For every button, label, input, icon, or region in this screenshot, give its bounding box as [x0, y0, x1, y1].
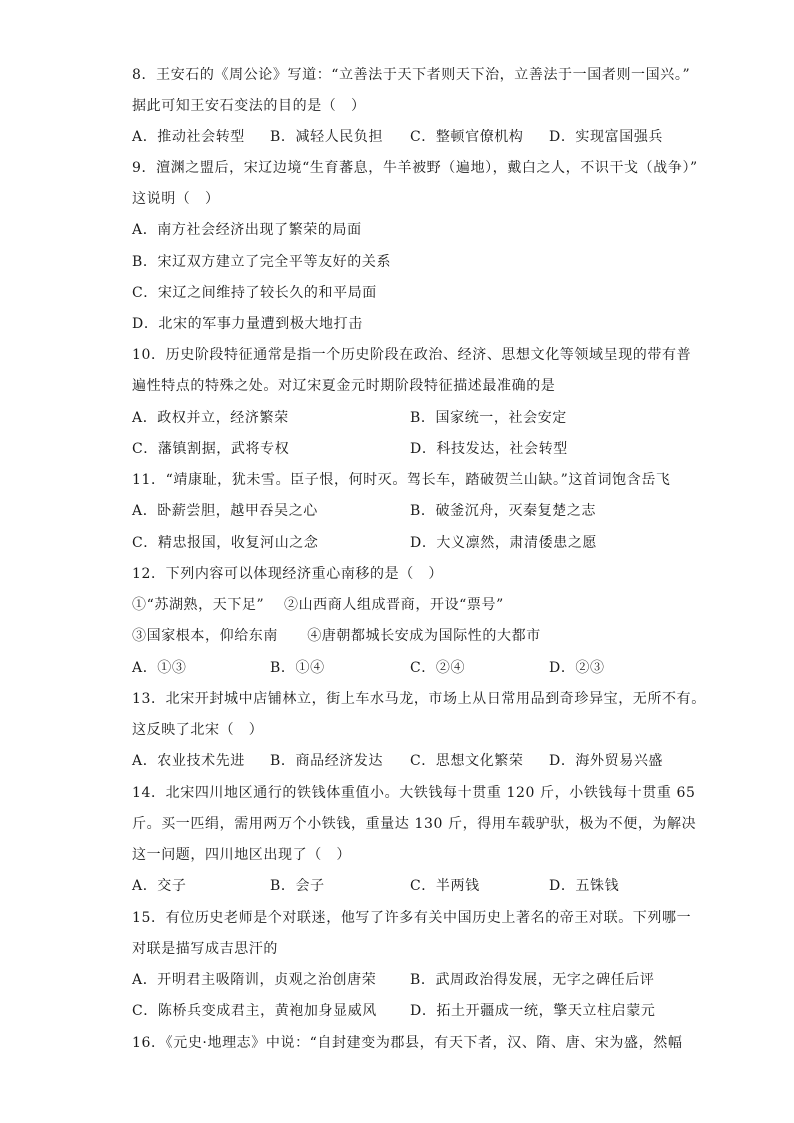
- q9-option-c: C．宋辽之间维持了较长久的和平局面: [132, 285, 377, 301]
- q8-option-c: C．整顿官僚机构: [410, 129, 524, 145]
- q8-stem-line2: 据此可知王安石变法的目的是（ ）: [132, 98, 366, 114]
- q8-option-b: B．减轻人民负担: [270, 129, 384, 145]
- q10-option-a: A．政权并立，经济繁荣: [132, 410, 289, 426]
- q15-stem-line2: 对联是描写成吉思汗的: [132, 941, 278, 957]
- q13-option-d: D．海外贸易兴盛: [549, 753, 664, 769]
- q12-item-line1: ①“苏湖熟，天下足” ②山西商人组成晋商，开设“票号”: [132, 597, 504, 613]
- q11-option-c: C．精忠报国，收复河山之念: [132, 535, 319, 551]
- q8-option-d: D．实现富国强兵: [549, 129, 664, 145]
- q14-option-d: D．五铢钱: [549, 878, 620, 894]
- q8-option-a: A．推动社会转型: [132, 129, 245, 145]
- q9-option-a: A．南方社会经济出现了繁荣的局面: [132, 222, 362, 238]
- q12-option-d: D．②③: [549, 660, 605, 676]
- q13-option-b: B．商品经济发达: [270, 753, 384, 769]
- q10-option-b: B．国家统一，社会安定: [410, 410, 567, 426]
- q15-stem-line1: 15．有位历史老师是个对联迷，他写了许多有关中国历史上著名的帝王对联。下列哪一: [132, 910, 692, 926]
- q8-stem-line1: 8．王安石的《周公论》写道：“立善法于天下者则天下治，立善法于一国者则一国兴。”: [132, 67, 691, 83]
- q13-stem-line1: 13．北宋开封城中店铺林立，街上车水马龙，市场上从日常用品到奇珍异宝，无所不有。: [132, 691, 706, 707]
- q12-option-c: C．②④: [410, 660, 466, 676]
- q12-stem-line1: 12．下列内容可以体现经济重心南移的是（ ）: [132, 566, 444, 582]
- q14-option-b: B．会子: [270, 878, 325, 894]
- q11-option-d: D．大义凛然，肃清倭患之愿: [410, 535, 598, 551]
- q9-option-d: D．北宋的军事力量遭到极大地打击: [132, 316, 363, 332]
- q14-option-a: A．交子: [132, 878, 187, 894]
- q15-option-b: B．武周政治得发展，无字之碑任后评: [410, 972, 655, 988]
- q15-option-d: D．拓土开疆成一统，擎天立柱启蒙元: [410, 1003, 656, 1019]
- q10-stem-line1: 10．历史阶段特征通常是指一个历史阶段在政治、经济、思想文化等领域呈现的带有普: [132, 347, 692, 363]
- q13-stem-line2: 这反映了北宋（ ）: [132, 722, 264, 738]
- q16-stem-line1: 16．《元史·地理志》中说：“自封建变为郡县，有天下者，汉、隋、唐、宋为盛，然幅: [132, 1035, 683, 1051]
- q10-option-c: C．藩镇割据，武将专权: [132, 441, 290, 457]
- q11-option-a: A．卧薪尝胆，越甲吞吴之心: [132, 503, 318, 519]
- q14-stem-line1: 14．北宋四川地区通行的铁钱体重值小。大铁钱每十贯重 120 斤，小铁钱每十贯重 65: [132, 785, 696, 801]
- q12-option-b: B．①④: [270, 660, 325, 676]
- q14-stem-line3: 这一问题，四川地区出现了（ ）: [132, 847, 351, 863]
- q12-item-line2: ③国家根本，仰给东南 ④唐朝都城长安成为国际性的大都市: [132, 628, 541, 644]
- q14-option-c: C．半两钱: [410, 878, 480, 894]
- q15-option-a: A．开明君主吸隋训，贞观之治创唐荣: [132, 972, 377, 988]
- q9-stem-line1: 9．澶渊之盟后，宋辽边境“生育蕃息，牛羊被野（遍地），戴白之人，不识干戈（战争）”: [132, 160, 698, 176]
- q9-stem-line2: 这说明（ ）: [132, 191, 220, 207]
- q11-option-b: B．破釜沉舟，灭秦复楚之志: [410, 503, 597, 519]
- q12-option-a: A．①③: [132, 660, 187, 676]
- q9-option-b: B．宋辽双方建立了完全平等友好的关系: [132, 254, 392, 270]
- q14-stem-line2: 斤。买一匹绢，需用两万个小铁钱，重量达 130 斤，得用车载驴驮，极为不便，为解决: [132, 816, 697, 832]
- q13-option-a: A．农业技术先进: [132, 753, 245, 769]
- q10-option-d: D．科技发达，社会转型: [410, 441, 568, 457]
- q11-stem-line1: 11．“靖康耻，犹未雪。臣子恨，何时灭。驾长车，踏破贺兰山缺。”这首词饱含岳飞: [132, 472, 671, 488]
- q13-option-c: C．思想文化繁荣: [410, 753, 524, 769]
- q15-option-c: C．陈桥兵变成君主，黄袍加身显威风: [132, 1003, 377, 1019]
- q10-stem-line2: 遍性特点的特殊之处。对辽宋夏金元时期阶段特征描述最准确的是: [132, 378, 556, 394]
